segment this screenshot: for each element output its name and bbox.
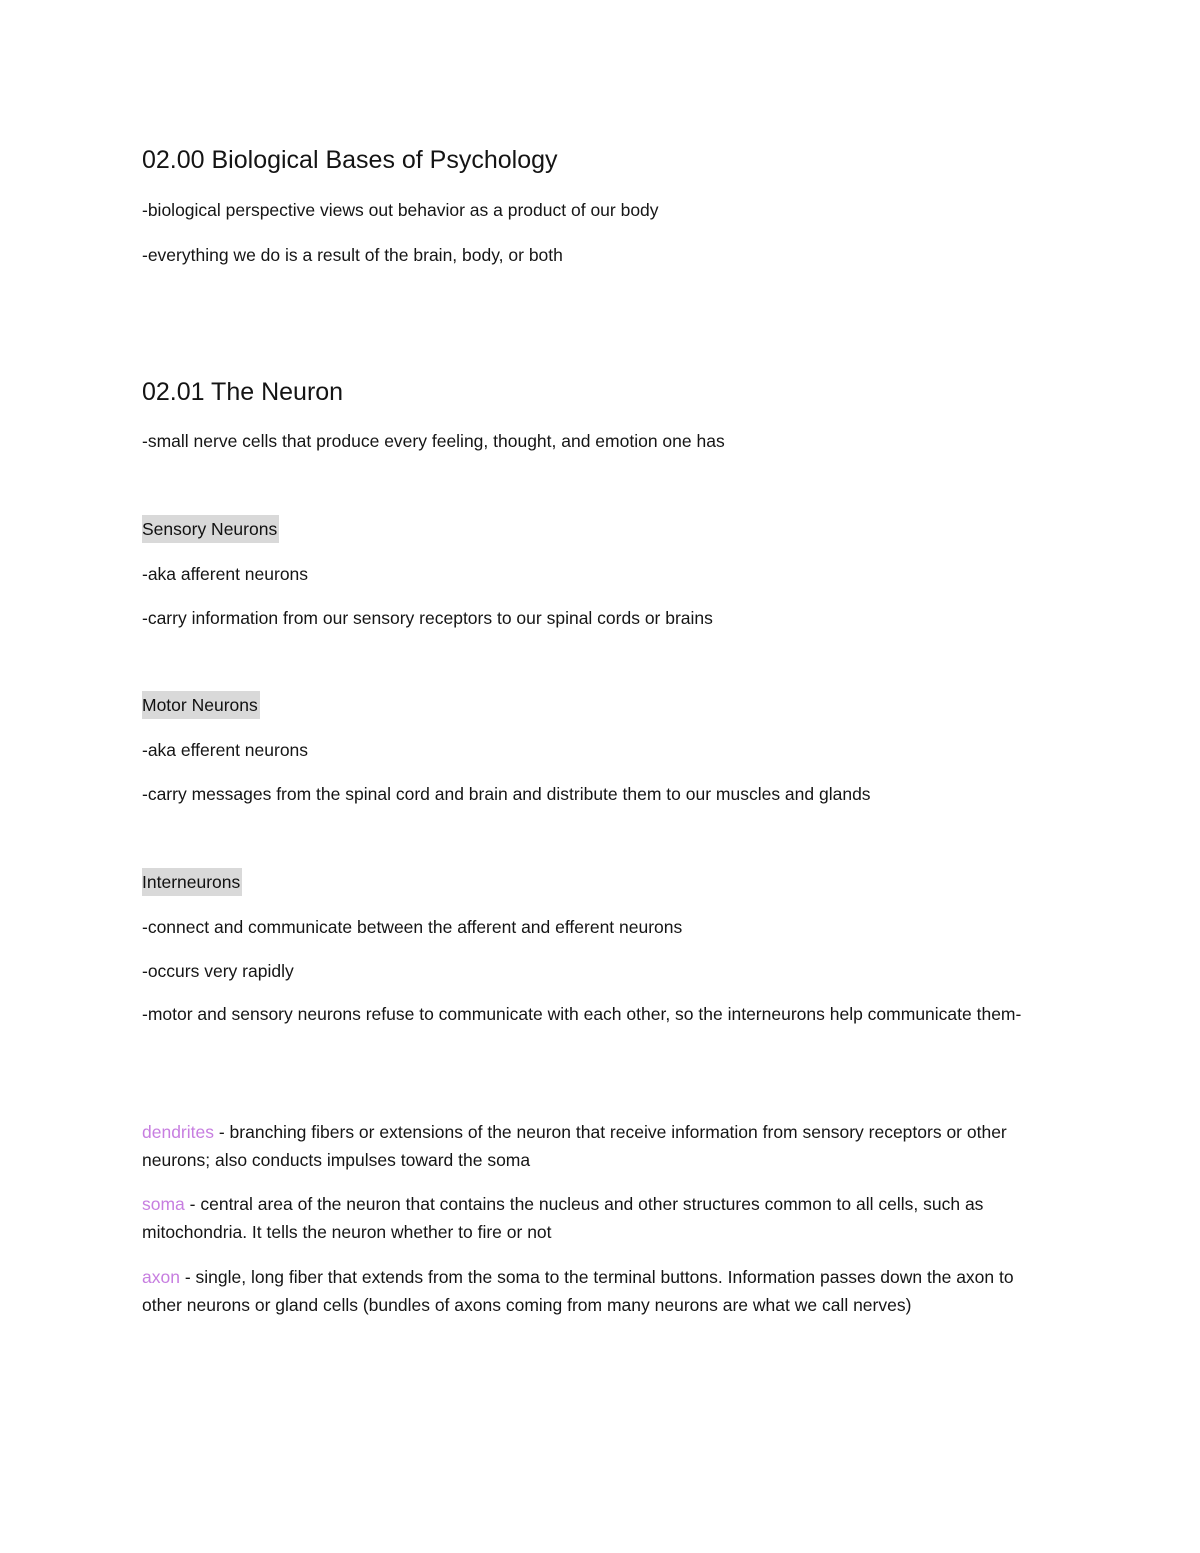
subheading-interneurons: Interneurons	[142, 868, 242, 896]
text-paragraph: -motor and sensory neurons refuse to communicate with each other, so the interneurons help communicate them-	[142, 1004, 1022, 1024]
definition-text: - central area of the neuron that contains the nucleus and other structures common to all cells, such as mitochondria. It tells the neuron whether to fire or not	[142, 1194, 984, 1242]
definition-dendrites	[142, 1118, 1057, 1174]
definition-text: - branching fibers or extensions of the neuron that receive information from sensory receptors or other neurons; also conducts impulses toward the soma	[142, 1122, 1007, 1170]
text-line: -everything we do is a result of the brain, body, or both	[142, 245, 563, 265]
definition-axon	[142, 1263, 1057, 1319]
text-line: -aka afferent neurons	[142, 564, 309, 584]
definition-text: - single, long fiber that extends from the soma to the terminal buttons. Information passes down the axon to other neurons or gland cells (bundles of axons coming from many neurons are what we call nerves)	[142, 1267, 1014, 1315]
text-line: -biological perspective views out behavior as a product of our body	[142, 200, 659, 220]
section-title-the-neuron: 02.01 The Neuron	[142, 378, 344, 406]
term-axon: axon	[142, 1267, 180, 1287]
text-line: -aka efferent neurons	[142, 740, 309, 760]
text-line: -carry messages from the spinal cord and brain and distribute them to our muscles and glands	[142, 784, 871, 804]
subheading-sensory-neurons: Sensory Neurons	[142, 515, 279, 543]
definition-soma	[142, 1190, 1057, 1246]
text-line: -carry information from our sensory receptors to our spinal cords or brains	[142, 608, 713, 628]
text-line: -occurs very rapidly	[142, 961, 294, 981]
text-line: -connect and communicate between the afferent and efferent neurons	[142, 917, 683, 937]
term-soma: soma	[142, 1194, 185, 1214]
term-dendrites: dendrites	[142, 1122, 214, 1142]
subheading-motor-neurons: Motor Neurons	[142, 691, 260, 719]
section-title-biological-bases: 02.00 Biological Bases of Psychology	[142, 146, 558, 174]
text-line: -small nerve cells that produce every feeling, thought, and emotion one has	[142, 431, 725, 451]
